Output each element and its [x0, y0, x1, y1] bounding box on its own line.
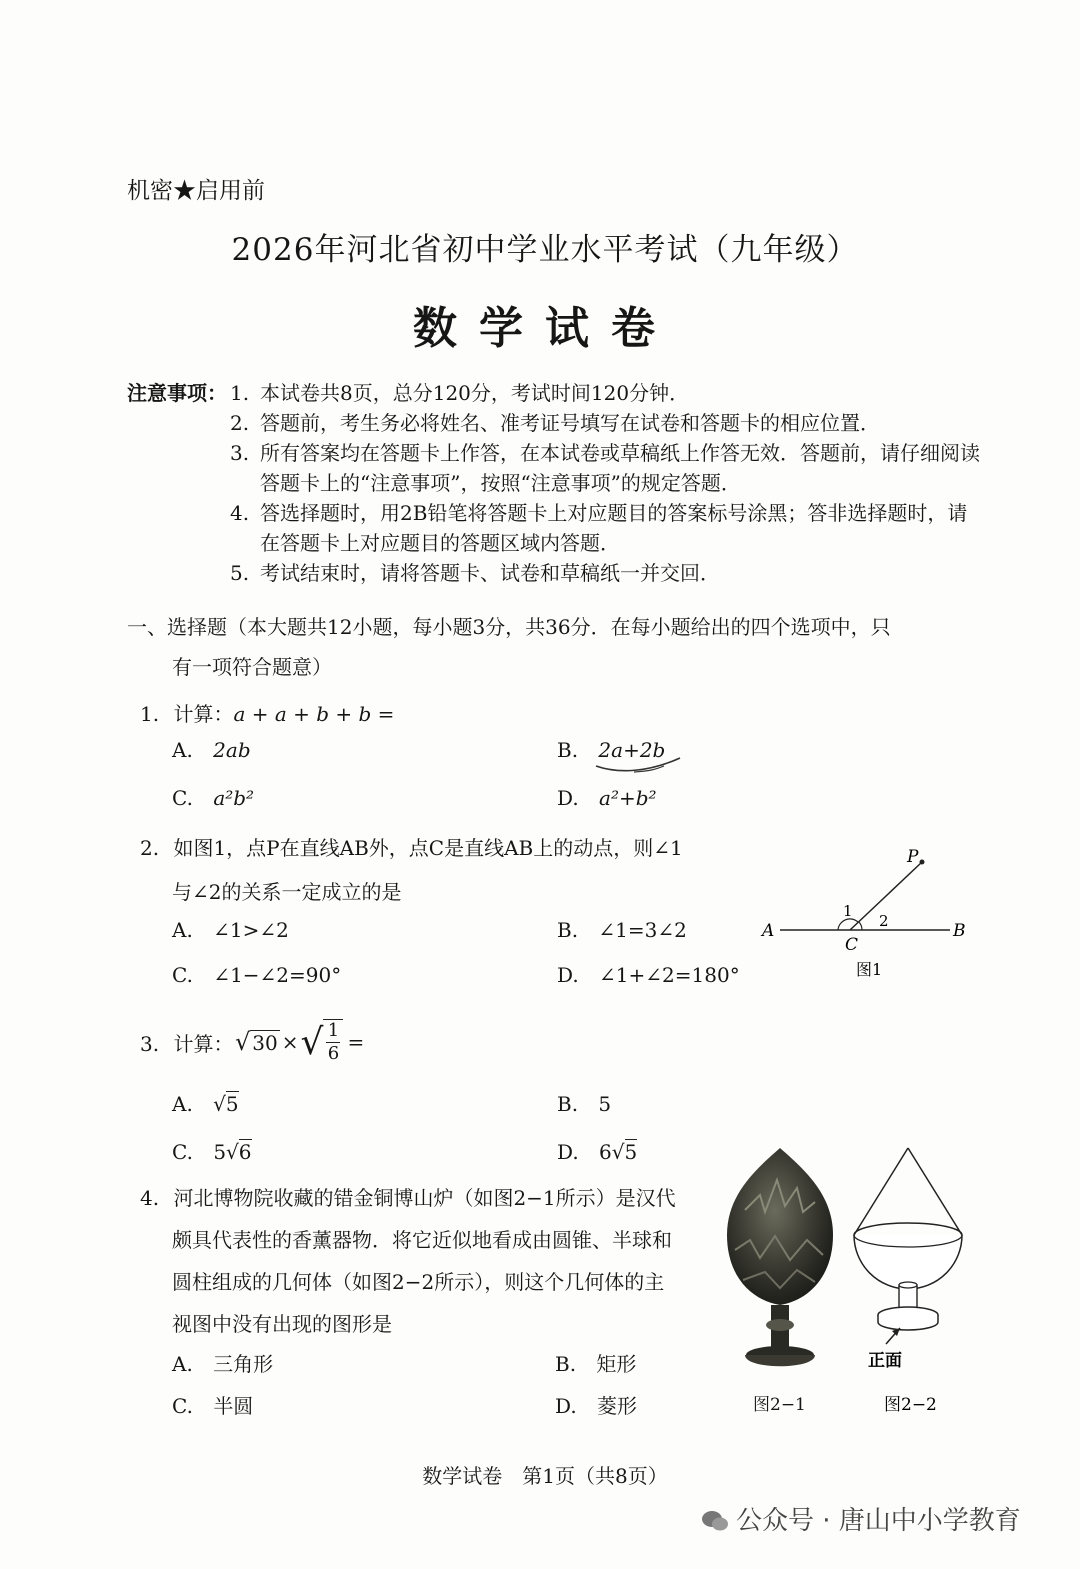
option-value: 三角形: [213, 1352, 274, 1376]
q2-option-d: [557, 963, 740, 987]
option-letter: D.: [557, 963, 579, 987]
question-number: 3.: [140, 1032, 160, 1056]
radicand: 30: [252, 1030, 278, 1055]
notes-label: 注意事项：: [127, 381, 227, 405]
cone-edge: [908, 1148, 962, 1235]
option-value: ∠1+∠2=180°: [599, 963, 740, 987]
note-text: 答题前，考生务必将姓名、准考证号填写在试卷和答题卡的相应位置．: [260, 411, 880, 435]
question-stem: 河北博物院收藏的错金铜博山炉（如图2−1所示）是汉代: [173, 1186, 676, 1210]
subject-title: 数学试卷: [413, 303, 677, 354]
label-angle-2: 2: [879, 912, 889, 930]
option-value: 2ab: [213, 738, 251, 762]
question-stem: 计算：: [173, 1032, 234, 1056]
q2-option-a: [172, 918, 289, 942]
figure-caption: 图1: [856, 960, 883, 979]
figure-caption: 图2−1: [753, 1395, 806, 1415]
q3-expression: [235, 1012, 364, 1072]
figure-2-2: [848, 1142, 978, 1420]
q3-option-c: C. 5√6: [172, 1140, 252, 1164]
handwritten-underline: [594, 752, 684, 776]
option-letter: B.: [557, 918, 579, 942]
option-value: ∠1>∠2: [213, 918, 289, 942]
note-number: 2.: [230, 411, 250, 435]
fraction-denominator: 6: [327, 1043, 340, 1064]
option-letter: A.: [172, 738, 193, 762]
option-value: 菱形: [597, 1394, 638, 1418]
question-stem: 如图1，点P在直线AB外，点C是直线AB上的动点，则∠1: [173, 836, 683, 860]
option-letter: D.: [557, 1140, 579, 1164]
note-number: 4.: [230, 501, 250, 525]
label-b: B: [953, 921, 966, 941]
option-value: 半圆: [213, 1394, 254, 1418]
note-number: 1.: [230, 381, 250, 405]
label-c: C: [845, 935, 859, 955]
option-letter: C.: [172, 1394, 193, 1418]
option-letter: C.: [172, 963, 193, 987]
question-stem-cont: 颇具代表性的香薰器物．将它近似地看成由圆锥、半球和: [172, 1228, 672, 1252]
option-letter: B.: [557, 738, 579, 762]
label-p: P: [907, 847, 919, 867]
equals-sign: =: [347, 1030, 365, 1054]
option-value: a²b²: [213, 786, 255, 810]
section-heading-cont: 有一项符合题意）: [172, 655, 332, 679]
q2-option-b: [557, 918, 687, 942]
question-2: [140, 832, 683, 861]
note-text: 本试卷共8页，总分120分，考试时间120分钟．: [260, 381, 690, 405]
note-number: 5.: [230, 561, 250, 585]
option-value: 5: [598, 1092, 612, 1116]
option-coef: 6: [599, 1140, 612, 1164]
question-stem-cont: 与∠2的关系一定成立的是: [172, 880, 402, 904]
q1-option-a: [172, 738, 251, 762]
question-expr: a + a + b + b =: [233, 702, 395, 726]
q3-option-d: D. 6√5: [557, 1140, 638, 1164]
option-value: a²+b²: [599, 786, 657, 810]
option-letter: D.: [555, 1394, 577, 1418]
cone-edge: [854, 1148, 908, 1235]
option-value: 2a+2b: [598, 738, 666, 762]
option-value: 矩形: [596, 1352, 637, 1376]
point-p: [920, 860, 925, 865]
option-letter: C.: [172, 1140, 193, 1164]
option-letter: D.: [557, 786, 579, 810]
q4-option-a: [172, 1348, 273, 1377]
q1-option-d: [557, 786, 657, 810]
notes-block: [127, 378, 980, 588]
wechat-icon: [700, 1509, 730, 1533]
q3-option-b: [557, 1092, 611, 1116]
fraction: [323, 1019, 343, 1065]
q2-option-c: [172, 963, 341, 987]
incense-burner-image: [715, 1140, 845, 1420]
note-text: 所有答案均在答题卡上作答，在本试卷或草稿纸上作答无效．答题前，请仔细阅读答题卡上的“注意事项”，按照“注意事项”的规定答题．: [260, 441, 980, 495]
option-value: ∠1−∠2=90°: [213, 963, 342, 987]
note-text: 考试结束时，请将答题卡、试卷和草稿纸一并交回．: [260, 561, 720, 585]
option-value: ∠1=3∠2: [598, 918, 687, 942]
question-stem: 计算：: [173, 702, 234, 726]
label-angle-1: 1: [843, 902, 853, 920]
question-number: 2.: [140, 836, 160, 860]
q4-option-c: [172, 1390, 253, 1419]
q4-option-d: [555, 1390, 637, 1419]
q4-option-b: [555, 1348, 636, 1377]
confidential-mark: 机密★启用前: [127, 178, 265, 204]
exam-title: 2026年河北省初中学业水平考试（九年级）: [231, 232, 859, 268]
question-1: [140, 698, 394, 727]
watermark-text: 公众号 · 唐山中小学教育: [736, 1506, 1021, 1536]
option-value: 6: [238, 1140, 252, 1164]
option-coef: 5: [213, 1140, 227, 1164]
question-stem-cont: 视图中没有出现的图形是: [172, 1312, 392, 1336]
option-letter: A.: [172, 918, 193, 942]
question-3: [140, 1028, 233, 1057]
label-a: A: [762, 921, 775, 941]
option-letter: B.: [555, 1352, 577, 1376]
q1-option-c: [172, 786, 254, 810]
question-number: 1.: [140, 702, 160, 726]
note-number: 3.: [230, 441, 250, 465]
option-value: 5: [624, 1140, 638, 1164]
q3-option-a: A. √5: [172, 1092, 239, 1116]
page-footer: 数学试卷 第1页（共8页）: [422, 1464, 668, 1488]
option-letter: A.: [172, 1352, 193, 1376]
option-letter: A.: [172, 1092, 193, 1116]
option-value: 5: [225, 1092, 239, 1116]
sqrt-sign: √: [235, 1028, 251, 1056]
watermark: [700, 1500, 1021, 1537]
times-sign: ×: [281, 1030, 299, 1054]
option-letter: C.: [172, 786, 193, 810]
fraction-numerator: 1: [327, 1020, 340, 1041]
question-number: 4.: [140, 1186, 160, 1210]
question-4: [140, 1182, 676, 1211]
sqrt-sign: √: [300, 1021, 324, 1063]
question-stem-cont: 圆柱组成的几何体（如图2−2所示），则这个几何体的主: [172, 1270, 665, 1294]
figure-caption: 图2−2: [884, 1395, 937, 1415]
front-label: 正面: [868, 1351, 902, 1371]
option-letter: B.: [557, 1092, 579, 1116]
figure-1: [750, 840, 980, 985]
section-heading: 一、选择题（本大题共12小题，每小题3分，共36分．在每小题给出的四个选项中，只: [127, 615, 891, 639]
note-text: 答选择题时，用2B铅笔将答题卡上对应题目的答案标号涂黑；答非选择题时，请在答题卡上对应题目的答题区域内答题．: [260, 501, 968, 555]
angle-2-arc: [859, 922, 862, 930]
